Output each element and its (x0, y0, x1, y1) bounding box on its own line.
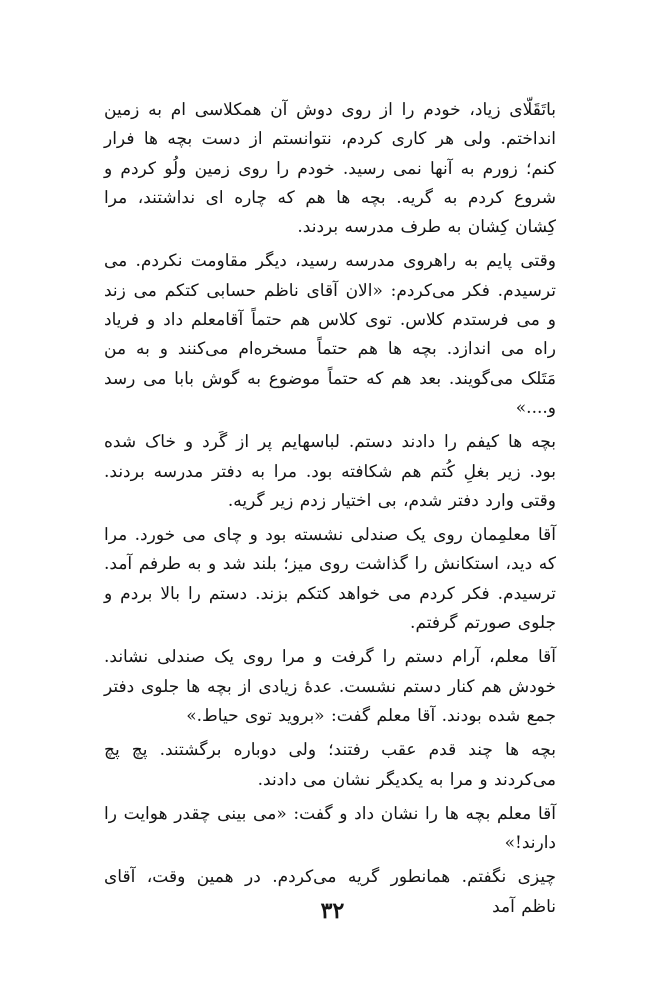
paragraph-5: آقا معلم، آرام دستم را گرفت و مرا روی یک صندلی نشاند. خودش هم کنار دستم نشست. عدهٔ زیادی از بچه ها جلوی دفتر جمع شده بودند. آقا معلم گفت: «بروید توی حیاط.» (104, 647, 556, 726)
paragraph-3: بچه ها کیفم را دادند دستم. لباسهایم پر از گَرد و خاک شده بود. زیر بغلِ کُتم هم شکافته بود. مرا به دفتر مدرسه بردند. وقتی وارد دفتر شدم، بی اختیار زدم زیر گریه. (104, 432, 556, 511)
body-text (104, 96, 556, 927)
paragraph-2: وقتی پایم به راهروی مدرسه رسید، دیگر مقاومت نکردم. می ترسیدم. فکر می‌کردم: «الان آقای ناظم حسابی کتکم می زند و می فرستدم کلاس. توی کلاس هم حتماً آقامعلم داد و فریاد راه می اندازد. بچه ها هم حتماً مسخره‌ام می‌کنند و به من مَتَلک می‌گویند. بعد هم که حتماً موضوع به گوش بابا می رسد و....» (104, 251, 556, 418)
paragraph-8: چیزی نگفتم. همانطور گریه می‌کردم. در همین وقت، آقای ناظم آمد (104, 867, 556, 917)
page-number: ۳۲ (320, 898, 345, 924)
paragraph-7: آقا معلم بچه ها را نشان داد و گفت: «می بینی چقدر هوایت را دارند!» (104, 803, 556, 854)
paragraph-1: باتَقَلّای زیاد، خودم را از روی دوش آن همکلاسی ام به زمین انداختم. ولی هر کاری کردم، نتوانستم از دست بچه ها فرار کنم؛ زورم به آنها نمی رسید. خودم را روی زمین ولُو کردم و شروع کردم به گریه. بچه ها هم که چاره ای نداشتند، مرا کِشان کِشان به طرف مدرسه بردند. (104, 100, 556, 238)
paragraph-6: بچه ها چند قدم عقب رفتند؛ ولی دوباره برگشتند. پچ پچ می‌کردند و مرا به یکدیگر نشان می دادند. (104, 740, 556, 790)
paragraph-4: آقا معلمِمان روی یک صندلی نشسته بود و چای می خورد. مرا که دید، استکانش را گذاشت روی میز؛ بلند شد و به طرفم آمد. ترسیدم. فکر کردم می خواهد کتکم بزند. دستم را بالا بردم و جلوی صورتم گرفتم. (104, 525, 556, 634)
